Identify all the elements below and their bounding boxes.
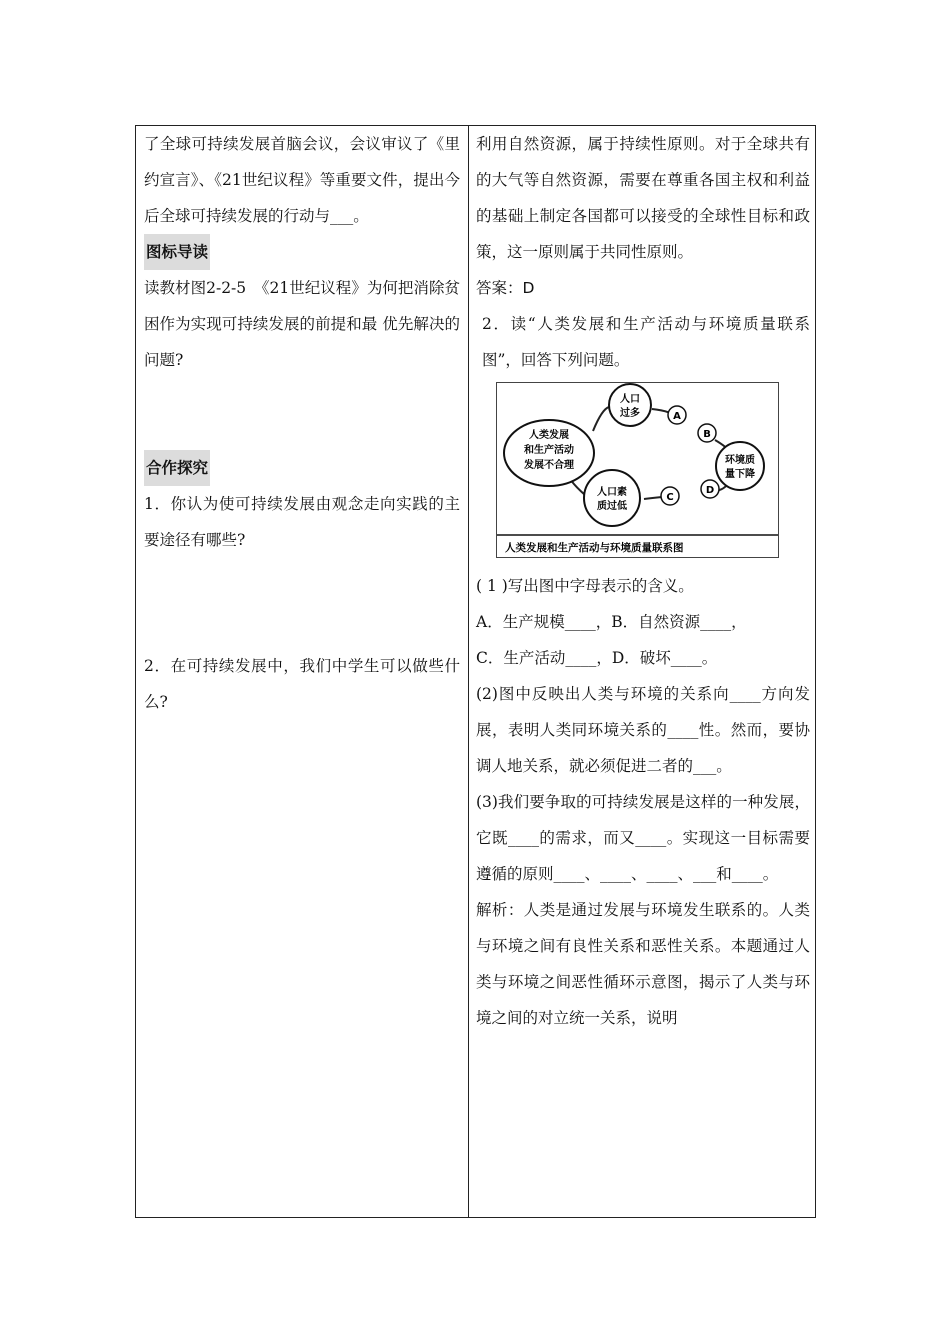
node-top-line1: 人口 — [620, 394, 640, 405]
sub-question-1: ( 1 )写出图中字母表示的含义。 — [476, 577, 694, 595]
node-bottom-line1: 人口素 — [597, 487, 627, 498]
letter-a: A — [673, 411, 681, 422]
connector-arc — [644, 497, 662, 499]
node-right-line2: 量下降 — [725, 469, 755, 480]
letter-b: B — [703, 429, 711, 440]
cycle-diagram-svg — [497, 383, 778, 557]
node-environment-decline — [716, 442, 764, 490]
section-heading-explore: 合作探究 — [144, 450, 210, 486]
question-2: 2．在可持续发展中，我们中学生可以做些什么? — [144, 657, 460, 711]
node-bottom-line2: 质过低 — [597, 501, 627, 512]
letter-d: D — [705, 485, 715, 496]
node-low-population-quality — [584, 470, 640, 526]
intro-text: 了全球可持续发展首脑会议，会议审议了《里约宣言》、《21世纪议程》等重要文件，提出今后全球可持续发展的行动与___。 — [144, 135, 460, 225]
figure-caption: 人类发展和生产活动与环境质量联系图 — [505, 542, 684, 554]
node-overpopulation — [609, 384, 651, 426]
node-left-line2: 和生产活动 — [524, 445, 574, 456]
node-right-line1: 环境质 — [725, 455, 755, 466]
question-1: 1．你认为使可持续发展由观念走向实践的主要途径有哪些? — [144, 495, 460, 549]
explanation-paragraph: 利用自然资源，属于持续性原则。对于全球共有的大气等自然资源，需要在尊重各国主权和利益的基础上制定各国都可以接受的全球性目标和政策，这一原则属于共同性原则。 — [476, 135, 810, 261]
column-divider — [468, 126, 469, 1217]
cycle-diagram — [496, 382, 779, 558]
content-table — [135, 125, 816, 1218]
node-left-line3: 发展不合理 — [524, 460, 574, 471]
section-heading-reading: 图标导读 — [144, 234, 210, 270]
letter-c: C — [666, 492, 674, 503]
answer-text: 答案：D — [476, 279, 535, 297]
connector-arc — [593, 407, 609, 431]
reading-question: 读教材图2-2-5 《21世纪议程》为何把消除贫困作为实现可持续发展的前提和最 优先解决的问题? — [144, 279, 460, 369]
sub-question-3: (3)我们要争取的可持续发展是这样的一种发展，它既____的需求，而又____。实现这一目标需要遵循的原则____、____、____、___和____。 — [476, 793, 810, 883]
node-left-line1: 人类发展 — [529, 430, 569, 441]
right-column — [476, 126, 810, 1036]
question-2-intro: 2．读“人类发展和生产活动与环境质量联系图”，回答下列问题。 — [482, 315, 810, 369]
left-column — [144, 126, 460, 720]
sub-question-2: (2)图中反映出人类与环境的关系向____方向发展，表明人类同环境关系的____性。然而，要协调人地关系，就必须促进二者的___。 — [476, 685, 810, 775]
sub-question-1-cd: C．生产活动____，D．破坏____。 — [476, 649, 718, 667]
sub-question-1-ab: A．生产规模____，B．自然资源____， — [476, 613, 747, 631]
node-top-line2: 过多 — [620, 408, 640, 419]
analysis-text: 解析：人类是通过发展与环境发生联系的。人类与环境之间有良性关系和恶性关系。本题通过人类与环境之间恶性循环示意图，揭示了人类与环境之间的对立统一关系，说明 — [476, 901, 810, 1027]
